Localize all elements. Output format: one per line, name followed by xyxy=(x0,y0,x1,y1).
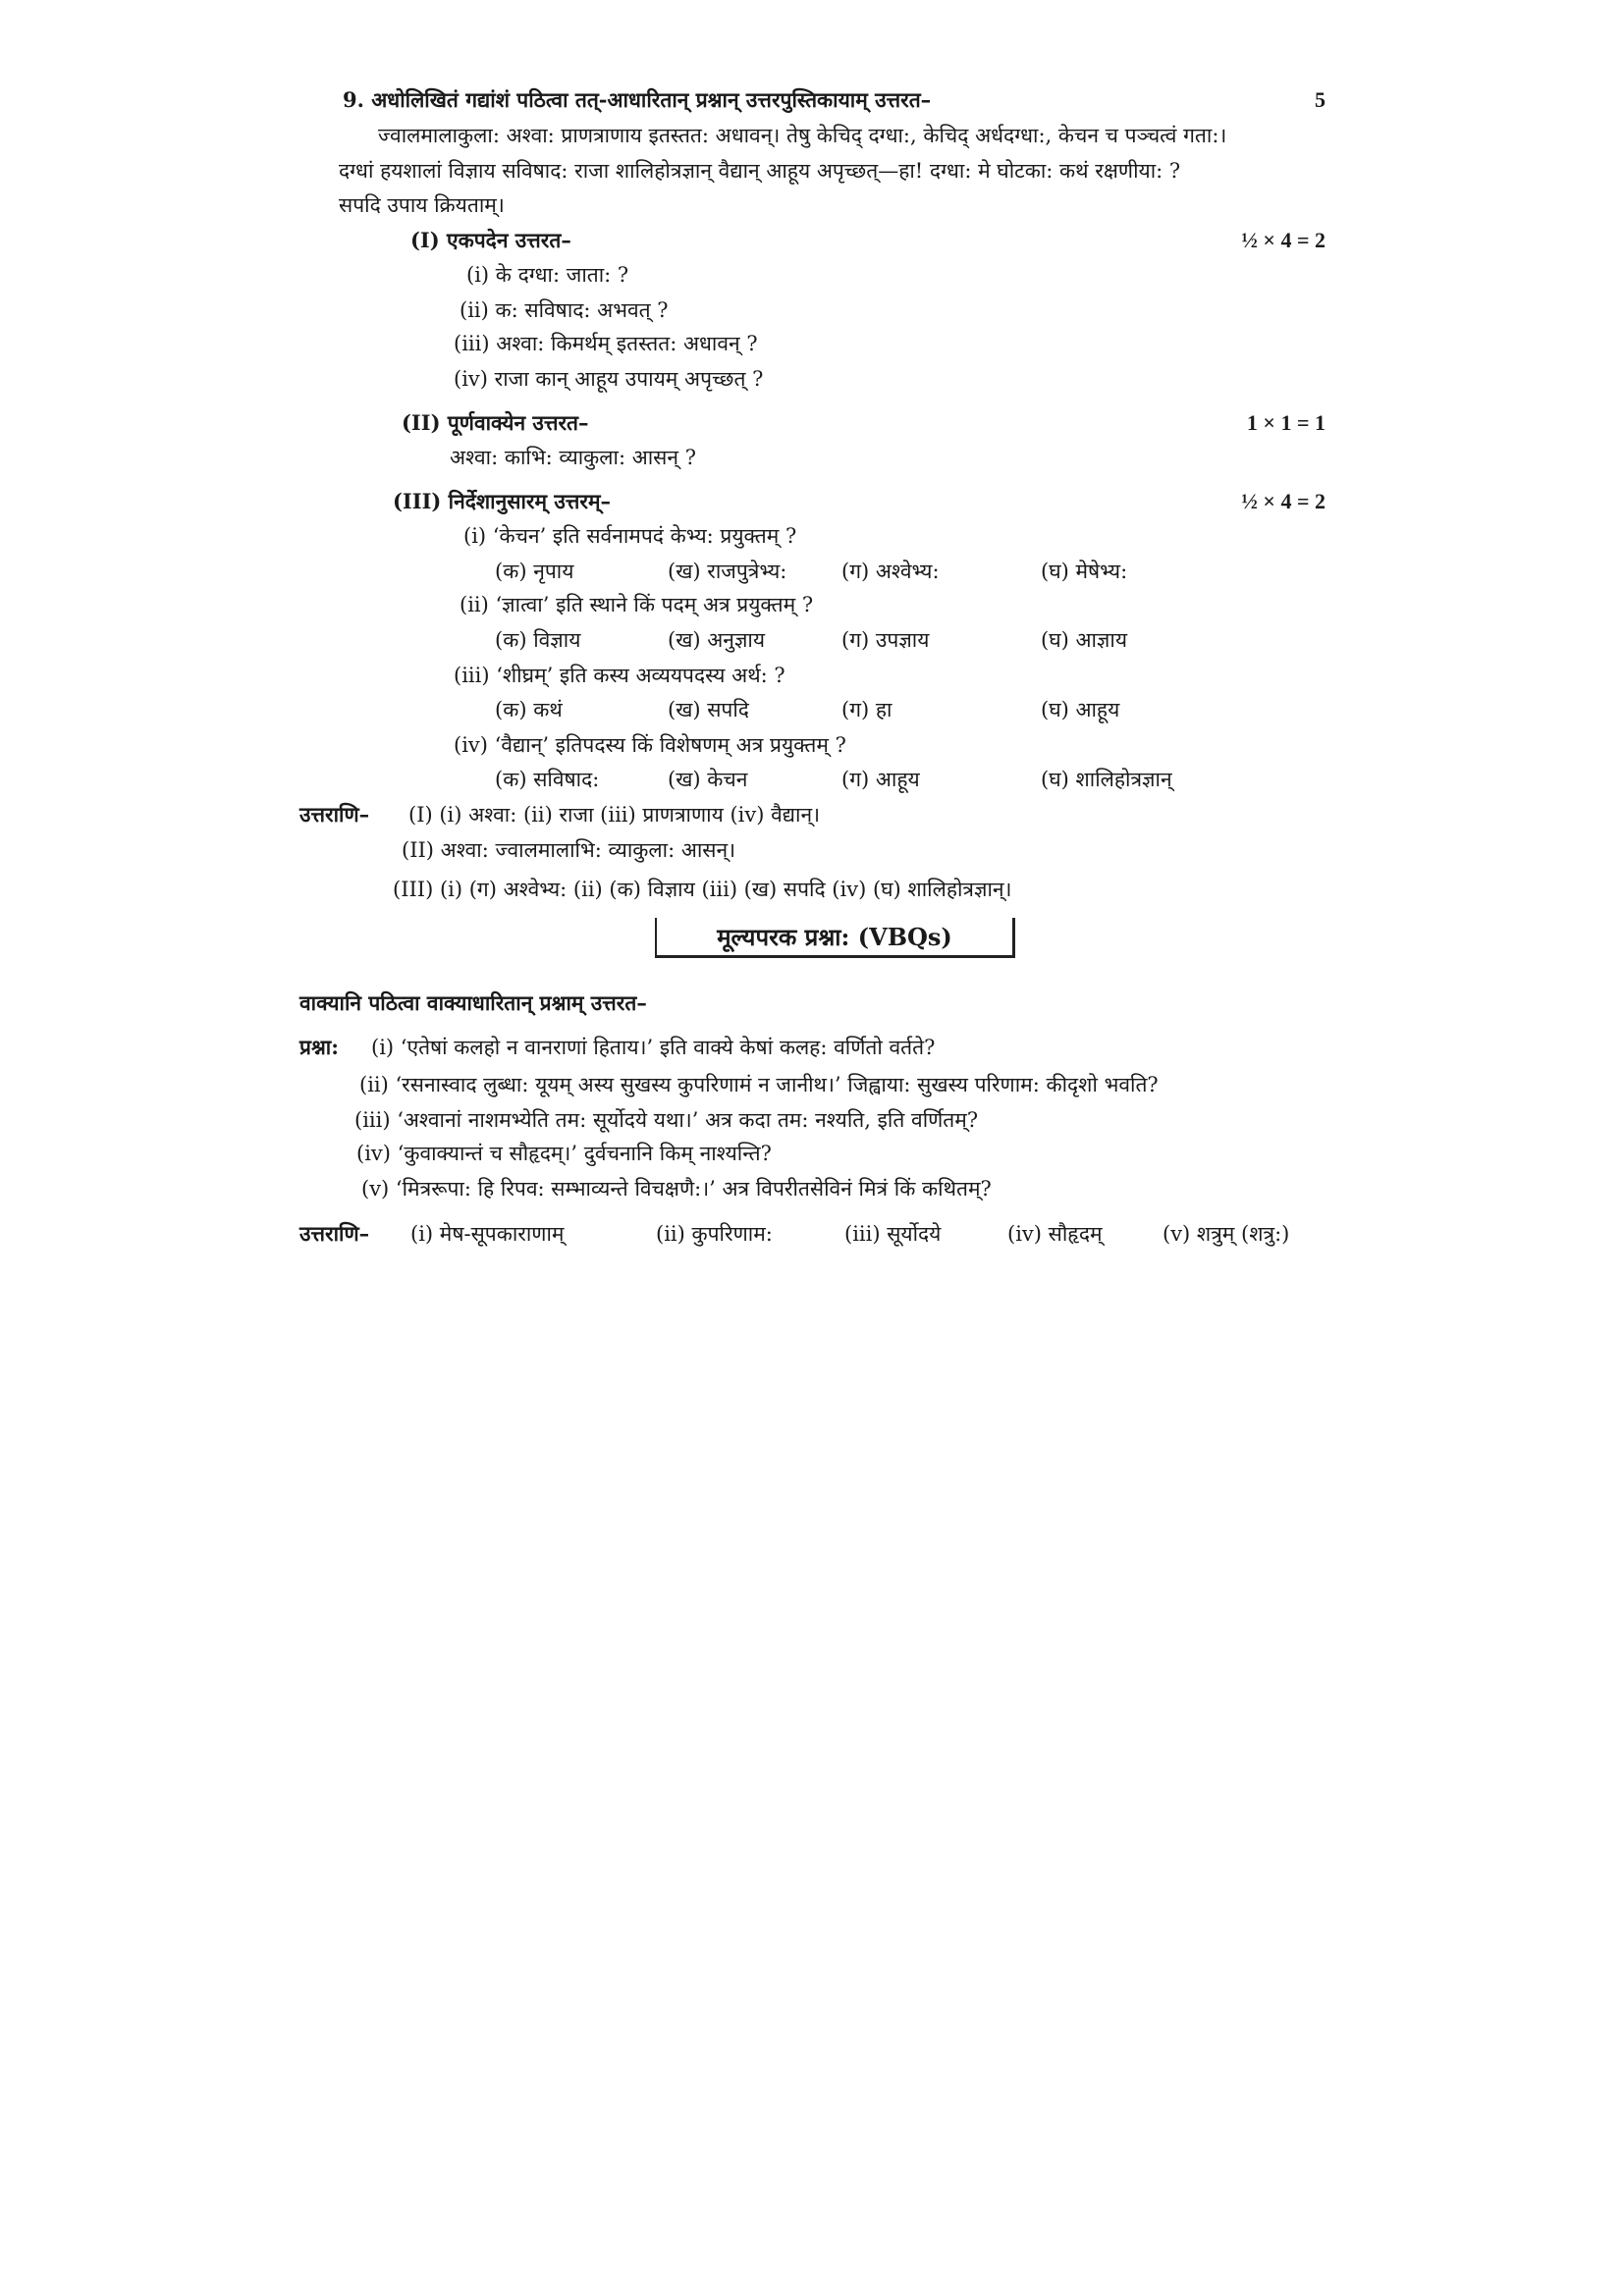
part-1-item: (iv) राजा कान् आहूय उपायम् अपृच्छत् ? xyxy=(454,367,764,391)
mcq-option: (घ) आज्ञाय xyxy=(1041,628,1128,652)
mcq-option: (ग) हा xyxy=(841,698,893,721)
vbq-section-title: मूल्यपरक प्रश्ना: (VBQs) xyxy=(655,918,1015,958)
mcq-question: (ii) ‘ज्ञात्वा’ इति स्थाने किं पदम् अत्र प्रयुक्तम् ? xyxy=(460,593,814,616)
vbq-answer: (iv) सौहृदम् xyxy=(1007,1222,1103,1246)
vbq-answer: (i) मेष-सूपकाराणाम् xyxy=(410,1222,565,1246)
vbq-question: (iii) ‘अश्वानां नाशमभ्येति तम: सूर्योदये यथा।’ अत्र कदा तम: नश्यति, इति वर्णितम्? xyxy=(354,1108,979,1132)
vbq-answer: (v) शत्रुम् (शत्रु:) xyxy=(1163,1222,1290,1246)
vbq-question: (i) ‘एतेषां कलहो न वानराणां हिताय।’ इति वाक्ये केषां कलह: वर्णितो वर्तते? xyxy=(371,1036,936,1059)
vbq-answer: (iii) सूर्योदये xyxy=(844,1222,942,1246)
vbq-question-label: प्रश्ना: xyxy=(299,1035,339,1059)
vbq-question: (ii) ‘रसनास्वाद लुब्धा: यूयम् अस्य सुखस्य कुपरिणामं न जानीथ।’ जिह्वाया: सुखस्य परिणाम: कीदृशो भवति? xyxy=(359,1073,1159,1096)
mcq-question: (i) ‘केचन’ इति सर्वनामपदं केभ्य: प्रयुक्तम् ? xyxy=(463,524,797,548)
mcq-option: (ख) सपदि xyxy=(668,698,749,721)
part-1-item: (ii) क: सविषाद: अभवत् ? xyxy=(460,298,669,322)
answers-label: उत्तराणि– xyxy=(299,802,370,827)
answer-line: (III) (i) (ग) अश्वेभ्य: (ii) (क) विज्ञाय (iii) (ख) सपदि (iv) (घ) शालिहोत्रज्ञान्। xyxy=(393,878,1012,901)
mcq-option: (क) विज्ञाय xyxy=(495,628,581,652)
mcq-option: (ग) उपज्ञाय xyxy=(841,628,930,652)
mcq-option: (घ) मेषेभ्य: xyxy=(1041,560,1128,583)
answer-line: (I) (i) अश्वा: (ii) राजा (iii) प्राणत्राणाय (iv) वैद्यान्। xyxy=(408,803,821,827)
vbq-question: (iv) ‘कुवाक्यान्तं च सौहृदम्।’ दुर्वचनानि किम् नाश्यन्ति? xyxy=(356,1142,772,1165)
mcq-option: (क) कथं xyxy=(495,698,563,721)
part-3-label: (III) निर्देशानुसारम् उत्तरम्– xyxy=(393,489,612,513)
part-3-marks: ½ × 4 = 2 xyxy=(1241,489,1325,513)
passage-line: सपदि उपाय क्रियताम्। xyxy=(339,193,505,217)
mcq-question: (iii) ‘शीघ्रम्’ इति कस्य अव्ययपदस्य अर्थ: ? xyxy=(454,664,785,687)
part-1-item: (i) के दग्धा: जाता: ? xyxy=(466,263,629,287)
mcq-option: (घ) आहूय xyxy=(1041,698,1120,721)
vbq-answer: (ii) कुपरिणाम: xyxy=(656,1222,773,1246)
part-1-marks: ½ × 4 = 2 xyxy=(1241,228,1325,252)
mcq-option: (ग) अश्वेभ्य: xyxy=(841,560,940,583)
passage-line: ज्वालमालाकुला: अश्वा: प्राणत्राणाय इतस्तत: अधावन्। तेषु केचिद् दग्धा:, केचिद् अर्धदग्धा:, केचन च पञ्चत्वं गता:। xyxy=(378,124,1227,147)
vbq-answers-label: उत्तराणि– xyxy=(299,1221,370,1246)
part-1-item: (iii) अश्वा: किमर्थम् इतस्तत: अधावन् ? xyxy=(454,332,758,355)
passage-line: दग्धां हयशालां विज्ञाय सविषाद: राजा शालिहोत्रज्ञान् वैद्यान् आहूय अपृच्छत्—हा! दग्धा: मे घोटका: कथं रक्षणीया: ? xyxy=(339,159,1181,183)
mcq-option: (ख) केचन xyxy=(668,768,748,791)
mcq-option: (ग) आहूय xyxy=(841,768,920,791)
mcq-option: (क) नृपाय xyxy=(495,560,574,583)
mcq-option: (ख) राजपुत्रेभ्य: xyxy=(668,560,787,583)
part-2-item: अश्वा: काभि: व्याकुला: आसन् ? xyxy=(450,446,696,469)
mcq-question: (iv) ‘वैद्यान्’ इतिपदस्य किं विशेषणम् अत्र प्रयुक्तम् ? xyxy=(454,733,846,757)
question-marks: 5 xyxy=(1315,87,1325,112)
part-1-label: (I) एकपदेन उत्तरत– xyxy=(410,228,571,252)
mcq-option: (घ) शालिहोत्रज्ञान् xyxy=(1041,768,1172,791)
question-heading: 9. अधोलिखितं गद्यांशं पठित्वा तत्-आधारितान् प्रश्नान् उत्तरपुस्तिकायाम् उत्तरत– xyxy=(343,87,932,112)
answer-line: (II) अश्वा: ज्वालमालाभि: व्याकुला: आसन्। xyxy=(402,838,736,862)
vbq-question: (v) ‘मित्ररूपा: हि रिपव: सम्भाव्यन्ते विचक्षणै:।’ अत्र विपरीतसेविनं मित्रं किं कथितम्? xyxy=(361,1177,992,1201)
vbq-instruction: वाक्यानि पठित्वा वाक्याधारितान् प्रश्नाम् उत्तरत– xyxy=(299,990,647,1015)
part-2-marks: 1 × 1 = 1 xyxy=(1246,410,1325,435)
part-2-label: (II) पूर्णवाक्येन उत्तरत– xyxy=(402,410,589,435)
mcq-option: (ख) अनुज्ञाय xyxy=(668,628,766,652)
mcq-option: (क) सविषाद: xyxy=(495,768,600,791)
